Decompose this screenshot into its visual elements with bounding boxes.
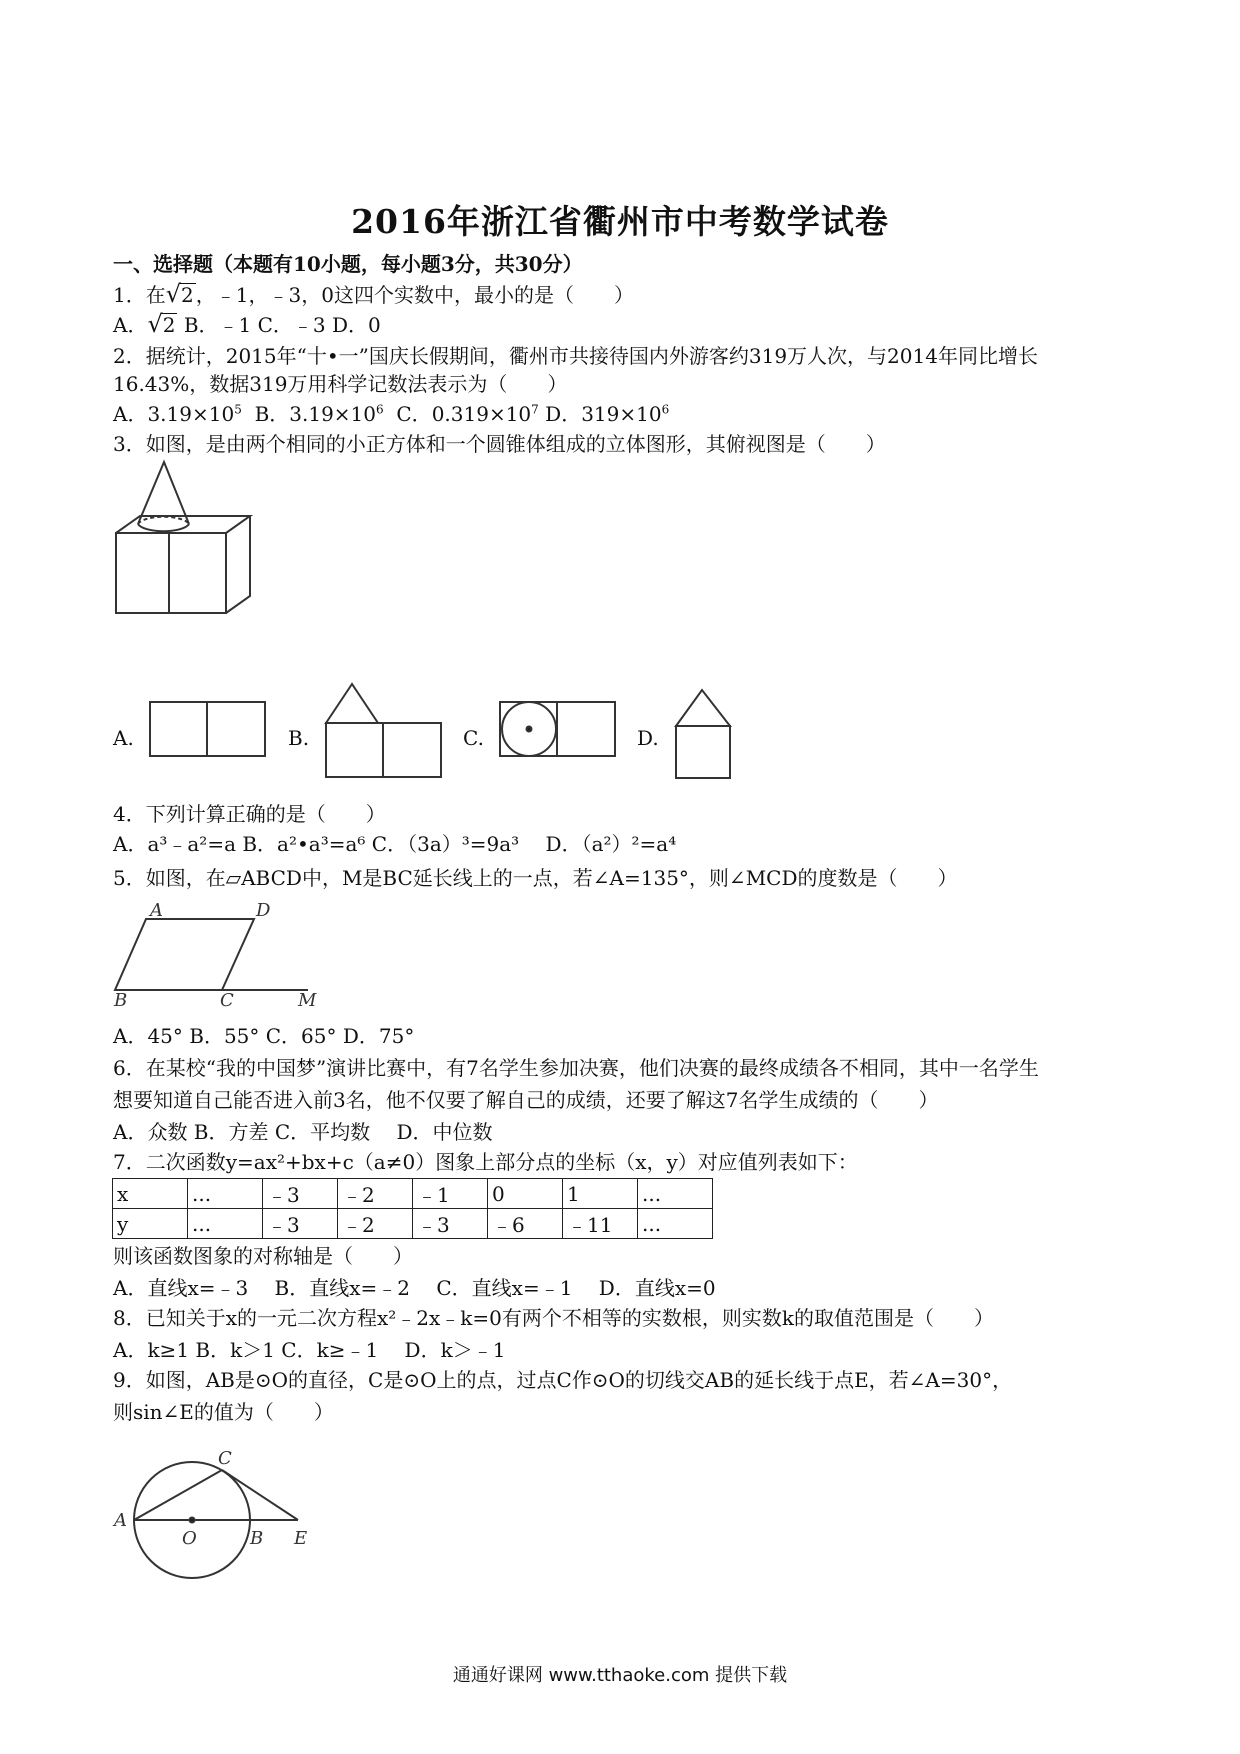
question-6-options: A．众数 B．方差 C．平均数 D．中位数 xyxy=(113,1120,493,1144)
q3-option-c-figure xyxy=(498,700,620,760)
question-6-line-2: 想要知道自己能否进入前3名，他不仅要了解自己的成绩，还要了解这7名学生成绩的（ ） xyxy=(113,1088,939,1112)
question-4-options: A．a³﹣a²=a B．a²•a³=a⁶ C．（3a）³=9a³ D．（a²）²=a⁴ xyxy=(113,832,677,856)
svg-text:B: B xyxy=(250,1528,264,1549)
q3-option-d-label: D. xyxy=(637,726,659,750)
section-heading: 一、选择题（本题有10小题，每小题3分，共30分） xyxy=(113,252,583,276)
table-row: y ... ﹣3 ﹣2 ﹣3 ﹣6 ﹣11 ... xyxy=(113,1209,713,1239)
svg-text:M: M xyxy=(298,990,317,1010)
q3-option-c-label: C. xyxy=(463,726,484,750)
svg-text:E: E xyxy=(294,1528,308,1549)
question-8: 8．已知关于x的一元二次方程x²﹣2x﹣k=0有两个不相等的实数根，则实数k的取值范围是（ ） xyxy=(113,1306,995,1330)
page-title: 2016年浙江省衢州市中考数学试卷 xyxy=(351,202,889,241)
q9-circle-figure xyxy=(112,1428,322,1588)
q3-option-a-figure xyxy=(148,700,270,760)
svg-text:B: B xyxy=(114,990,128,1010)
footer-credit: 通通好课网 www.tthaoke.com 提供下载 xyxy=(452,1665,788,1686)
table-row: x ... ﹣3 ﹣2 ﹣1 0 1 ... xyxy=(113,1179,713,1209)
svg-text:C: C xyxy=(218,1448,232,1469)
q3-option-b-label: B. xyxy=(288,726,310,750)
question-2-options: A．$3.19\times 10^5$ B．$3.19\times 10^6$ C．$0.319\times 10^7$ D．$319\times 10^6$ xyxy=(113,402,670,426)
question-5-options: A．45° B．55° C．65° D．75° xyxy=(113,1024,415,1048)
question-4: 4．下列计算正确的是（ ） xyxy=(113,802,386,826)
svg-text:D: D xyxy=(256,900,271,921)
q3-option-d-figure xyxy=(672,686,736,781)
q5-parallelogram-figure xyxy=(112,900,322,1010)
question-2-line-2: 16.43%，数据319万用科学记数法表示为（ ） xyxy=(113,372,568,396)
question-1: 1．在√2 ，﹣1，﹣3，0这四个实数中，最小的是（ ） xyxy=(113,280,634,308)
question-1-options: A．√2 B．﹣1 C．﹣3 D．0 xyxy=(113,310,381,338)
question-8-options: A．k≥1 B．k＞1 C．k≥﹣1 D．k＞﹣1 xyxy=(113,1338,506,1362)
question-5: 5．如图，在▱ABCD中，M是BC延长线上的一点，若∠A=135°，则∠MCD的度数是（ ） xyxy=(113,866,958,890)
question-9-line-2: 则sin∠E的值为（ ） xyxy=(113,1400,334,1424)
question-2-line-1: 2．据统计，2015年“十•一”国庆长假期间，衢州市共接待国内外游客约319万人次，与2014年同比增长 xyxy=(113,344,1038,368)
svg-text:A: A xyxy=(114,1510,127,1531)
svg-text:C: C xyxy=(220,990,234,1010)
question-7: 7．二次函数y=ax²+bx+c（a≠0）图象上部分点的坐标（x，y）对应值列表如下： xyxy=(113,1150,858,1174)
question-3: 3．如图，是由两个相同的小正方体和一个圆锥体组成的立体图形，其俯视图是（ ） xyxy=(113,432,886,456)
q3-solid-figure xyxy=(112,458,262,658)
question-6-line-1: 6．在某校“我的中国梦”演讲比赛中，有7名学生参加决赛，他们决赛的最终成绩各不相同，其中一名学生 xyxy=(113,1056,1039,1080)
q7-value-table xyxy=(112,1178,713,1239)
q3-option-a-label: A. xyxy=(113,726,134,750)
question-9-line-1: 9．如图，AB是⊙O的直径，C是⊙O上的点，过点C作⊙O的切线交AB的延长线于点E，若∠A=30°， xyxy=(113,1368,1013,1392)
svg-text:O: O xyxy=(182,1528,197,1549)
question-7-after: 则该函数图象的对称轴是（ ） xyxy=(113,1244,413,1268)
question-7-options: A．直线x=﹣3 B．直线x=﹣2 C．直线x=﹣1 D．直线x=0 xyxy=(113,1276,716,1300)
q3-option-b-figure xyxy=(322,680,447,780)
svg-text:A: A xyxy=(150,900,163,921)
